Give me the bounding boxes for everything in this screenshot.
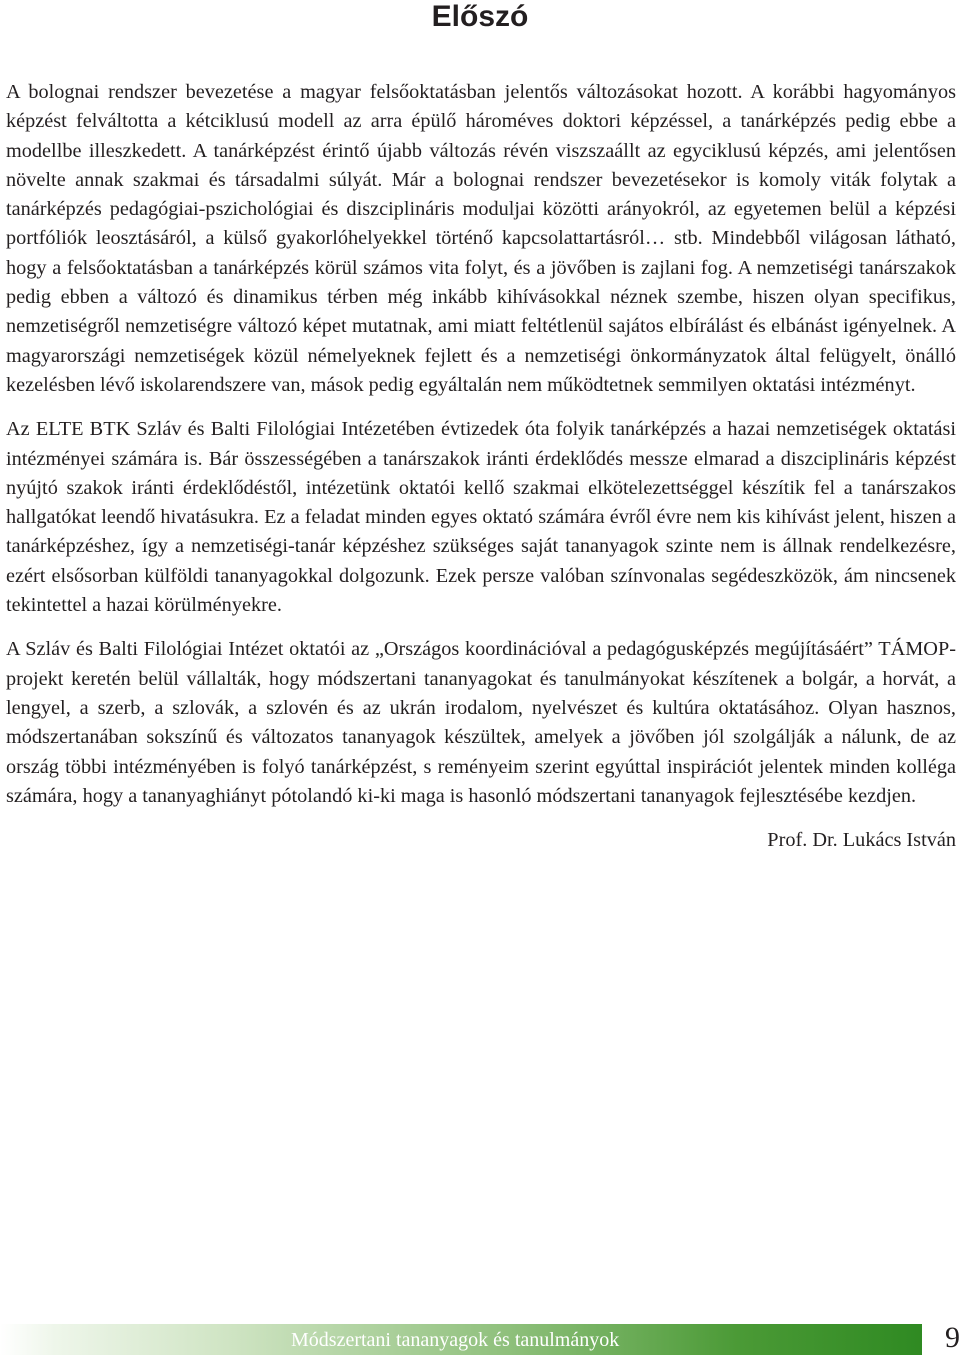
paragraph-1: A bolognai rendszer bevezetése a magyar felsőoktatásban jelentős változásokat hozott. A korábbi hagyományos képzést felváltotta a kétciklusú modell az arra épülő hároméves doktori képzéssel, a tanárképzés pedig ebbe a modellbe illeszkedett. A tanárképzést érintő újabb változás révén viszszaállt az egyciklusú képzés, ami jelentősen növelte annak szakmai és társadalmi súlyát. Már a bolognai rendszer bevezetésekor is komoly viták folytak a tanárképzés pedagógiai-pszichológiai és diszciplináris moduljai közötti arányokról, az egyetemen belül a képzési portfóliók leosztásáról, a külső gyakorlóhelyekkel történő kapcsolattartásról… stb. Mindebből világosan látható, hogy a felsőoktatásban a tanárképzés körül számos vita folyt, és a jövőben is zajlani fog. A nemzetiségi tanárszakok pedig ebben a változó és dinamikus térben még inkább kihívásokkal néznek szembe, hiszen olyan specifikus, nemzetiségről nemzetiségre változó képet mutatnak, ami miatt feltétlenül sajátos elbírálást és elbánást igényelnek. A magyarországi nemzetiségek közül némelyeknek fejlett és a nemzetiségi önkormányzatok által felügyelt, önálló kezelésben lévő iskolarendszere van, mások pedig egyáltalán nem működtetnek semmilyen oktatási intézményt.: [6, 81, 956, 396]
body-text: [6, 78, 956, 855]
page-title: Előszó: [431, 0, 529, 33]
paragraph-3: A Szláv és Balti Filológiai Intézet oktatói az „Országos koordinációval a pedagógusképzés megújításáért” TÁMOP-projekt keretén belül vállalták, hogy módszertani tananyagokat és tanulmányokat készítenek a bolgár, a horvát, a lengyel, a szerb, a szlovák, a szlovén és az ukrán irodalom, nyelvészet és kultúra oktatásához. Olyan hasznos, módszertanában sokszínű és változatos tananyagok készültek, amelyek a jövőben jól szolgálják a nálunk, de az ország többi intézményében is folyó tanárképzést, s reményeim szerint egyúttal inspirációt jelentek minden kolléga számára, hogy a tananyaghiányt pótolandó ki-ki maga is hasonló módszertani tananyagok fejlesztésébe kezdjen.: [6, 638, 956, 807]
page-number: 9: [945, 1321, 960, 1354]
paragraph-2: Az ELTE BTK Szláv és Balti Filológiai Intézetében évtizedek óta folyik tanárképzés a hazai nemzetiségek oktatási intézményei számára is. Bár összességében a tanárszakok iránti érdeklődés messze elmarad a diszciplináris képzést nyújtó szakok iránti érdeklődéstől, intézetünk oktatói kellő szakmai elkötelezettséggel készítik fel a tanárszakos hallgatókat leendő hivatásukra. Ez a feladat minden egyes oktató számára évről évre nem kis kihívást jelent, hiszen a tanárképzéshez, így a nemzetiségi-tanár képzéshez szükséges saját tananyagok szinte nem is állnak rendelkezésre, ezért elsősorban külföldi tananyagokkal dolgozunk. Ezek persze valóban színvonalas segédeszközök, ám nincsenek tekintettel a hazai körülményekre.: [6, 418, 956, 617]
footer-series-title: Módszertani tananyagok és tanulmányok: [291, 1329, 620, 1351]
author-signature: Prof. Dr. Lukács István: [767, 829, 956, 852]
